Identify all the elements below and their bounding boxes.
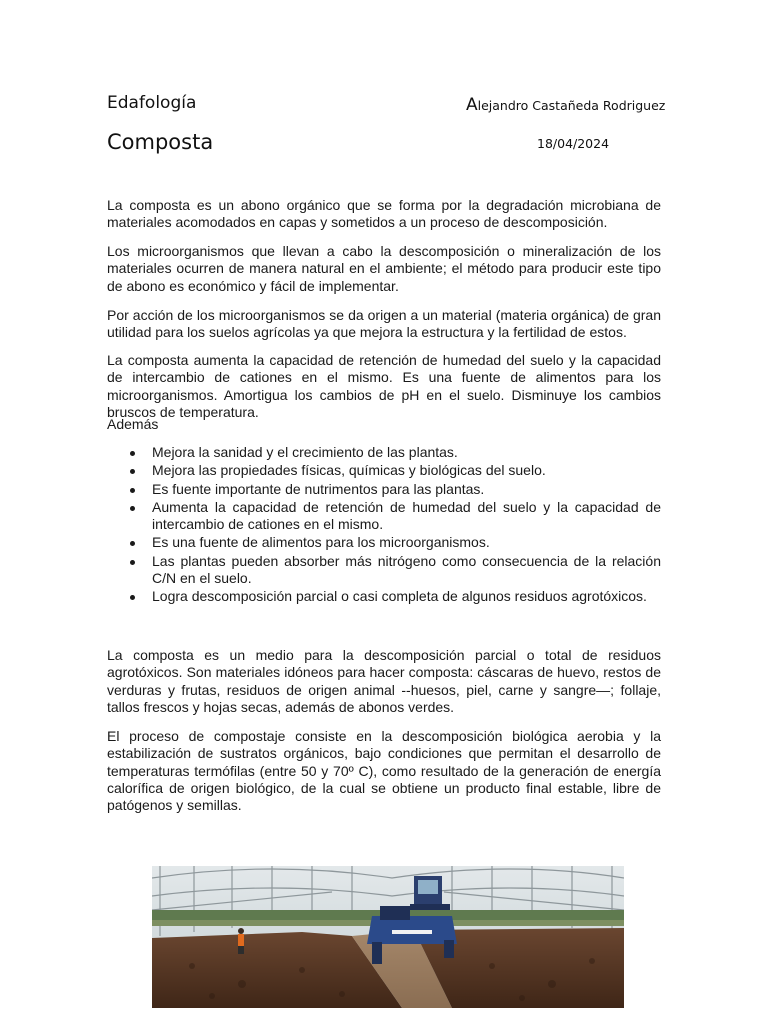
paragraph-organic-matter: Por acción de los microorganismos se da origen a un material (materia orgánica) de gran utilidad para los suelos agrícolas ya que mejora la estructura y la fertilidad de estos. — [107, 307, 661, 341]
paragraph-definition: La composta es un abono orgánico que se forma por la degradación microbiana de materiales acomodados en capas y sometidos a un proceso de descomposición. — [107, 197, 661, 231]
paragraph-benefits: La composta aumenta la capacidad de retención de humedad del suelo y la capacidad de intercambio de cationes en el mismo. Es una fuente de alimentos para los microorganismos. Amortigua los cambios de pH en el suelo. Disminuye los cambios bruscos de temperatura. — [107, 352, 661, 420]
list-item: Las plantas pueden absorber más nitrógeno como consecuencia de la relación C/N en el suelo. — [107, 553, 661, 588]
author-name — [466, 95, 665, 115]
greenhouse-illustration — [152, 866, 624, 1008]
list-item: Mejora la sanidad y el crecimiento de las plantas. — [107, 444, 661, 461]
paragraph-materials: La composta es un medio para la descomposición parcial o total de residuos agrotóxicos. Son materiales idóneos para hacer composta: cáscaras de huevo, restos de verduras y frutas, residuos de origen animal --huesos, piel, carne y sangre—; follaje, tallos frescos y hojas secas, además de abonos verdes. — [107, 647, 661, 715]
list-item: Es una fuente de alimentos para los microorganismos. — [107, 534, 661, 551]
worker-figure — [238, 928, 244, 954]
author-name-rest: lejandro Castañeda Rodriguez — [477, 98, 666, 113]
subject-heading: Edafología — [107, 93, 197, 113]
compost-greenhouse-photo — [152, 866, 624, 1008]
list-item: Aumenta la capacidad de retención de humedad del suelo y la capacidad de intercambio de cationes en el mismo. — [107, 499, 661, 534]
paragraph-microorganisms: Los microorganismos que llevan a cabo la descomposición o mineralización de los materiales ocurren de manera natural en el ambiente; el método para producir este tipo de abono es económico y fácil de implementar. — [107, 243, 661, 294]
list-item: Mejora las propiedades físicas, químicas y biológicas del suelo. — [107, 462, 661, 479]
list-item: Logra descomposición parcial o casi completa de algunos residuos agrotóxicos. — [107, 588, 661, 605]
bullet-icon — [130, 451, 135, 456]
ademas-label: Además — [107, 416, 159, 432]
bullet-icon — [130, 595, 135, 600]
bullet-icon — [130, 560, 135, 565]
document-title: Composta — [107, 130, 214, 154]
bullet-icon — [130, 541, 135, 546]
paragraph-process: El proceso de compostaje consiste en la descomposición biológica aerobia y la estabilización de sustratos orgánicos, bajo condiciones que permitan el desarrollo de temperaturas termófilas (entre 50 y 70º C), como resultado de la generación de energía calorífica de origen biológico, de la cual se obtiene un producto final estable, libre de patógenos y semillas. — [107, 728, 661, 814]
bullet-icon — [130, 488, 135, 493]
bullet-icon — [130, 469, 135, 474]
document-date: 18/04/2024 — [537, 136, 610, 151]
list-item: Es fuente importante de nutrimentos para las plantas. — [107, 481, 661, 498]
bullet-icon — [130, 506, 135, 511]
author-initial: A — [466, 95, 478, 115]
benefits-list — [107, 444, 661, 607]
